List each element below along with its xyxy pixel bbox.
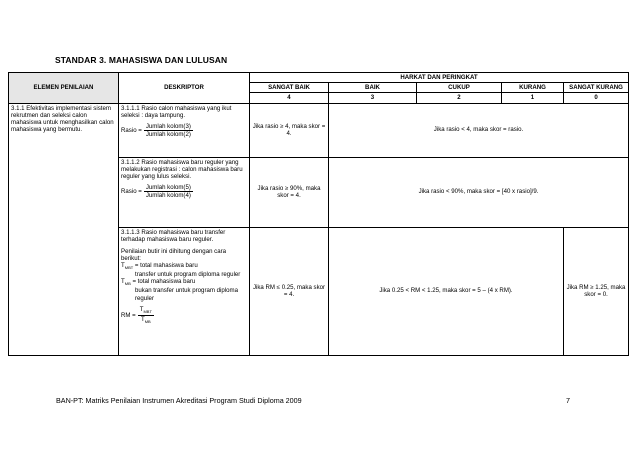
formula-label: Rasio =	[121, 188, 142, 196]
fraction-numerator: Jumlah kolom(3)	[145, 122, 191, 130]
score-2: 2	[417, 93, 502, 103]
rm-formula	[121, 306, 247, 325]
header-elemen: ELEMEN PENILAIAN	[9, 73, 119, 104]
header-level-baik: BAIK	[329, 83, 417, 93]
header-level-sangat-kurang: SANGAT KURANG	[564, 83, 629, 93]
fraction-denominator: Jumlah kolom(4)	[145, 192, 191, 200]
fraction	[144, 123, 193, 138]
header-deskriptor: DESKRIPTOR	[119, 73, 250, 104]
score-0: 0	[564, 93, 629, 103]
tmbt-definition: $T_{MBT}$ = total mahasiswa baru	[121, 262, 198, 271]
note-intro: Penilaian butir ini dihitung dengan cara berikut:	[121, 247, 227, 263]
assessment-table	[8, 72, 629, 356]
fraction	[138, 306, 154, 325]
tmbt-continuation: transfer untuk program diploma reguler	[135, 271, 241, 279]
fraction-numerator: Jumlah kolom(5)	[145, 184, 191, 192]
header-row-1	[9, 73, 629, 83]
footer-text: BAN-PT: Matriks Penilaian Instrumen Akreditasi Program Studi Diploma 2009	[56, 396, 302, 405]
header-level-kurang: KURANG	[502, 83, 564, 93]
score-4: 4	[250, 93, 329, 103]
descriptor-text: 3.1.1.2 Rasio mahasiswa baru reguler yang melakukan registrasi : calon mahasiswa baru reguler yang lulus seleksi.	[121, 158, 243, 180]
descriptor-cell	[119, 103, 250, 157]
formula	[121, 123, 247, 138]
section-title: STANDAR 3. MAHASISWA DAN LULUSAN	[55, 55, 228, 65]
table-row	[9, 103, 629, 157]
sangat-baik-cell: Jika rasio ≥ 90%, maka skor = 4.	[250, 157, 329, 227]
page-number: 7	[566, 396, 570, 405]
element-cell: 3.1.1 Efektivitas implementasi sistem rekrutmen dan seleksi calon mahasiswa untuk menghasilkan calon mahasiswa yang bermutu.	[9, 103, 119, 355]
formula-label: RM =	[121, 311, 136, 319]
sangat-baik-cell: Jika rasio ≥ 4, maka skor = 4.	[250, 103, 329, 157]
sangat-kurang-cell: Jika RM ≥ 1.25, maka skor = 0.	[564, 227, 629, 355]
header-level-sangat-baik: SANGAT BAIK	[250, 83, 329, 93]
descriptor-cell	[119, 227, 250, 355]
fraction-numerator: $T_{MBT}$	[139, 305, 152, 314]
formula	[121, 184, 247, 199]
score-3: 3	[329, 93, 417, 103]
header-harkat: HARKAT DAN PERINGKAT	[250, 73, 629, 83]
fraction	[144, 184, 193, 199]
fraction-denominator: Jumlah kolom(2)	[145, 131, 191, 139]
descriptor-cell	[119, 157, 250, 227]
tmb-continuation: bukan transfer untuk program diploma reguler	[135, 287, 238, 302]
baik-to-kurang-cell: Jika 0.25 < RM < 1.25, maka skor = 5 – (4 x RM).	[329, 227, 564, 355]
sangat-baik-cell: Jika RM ≤ 0.25, maka skor = 4.	[250, 227, 329, 355]
fraction-denominator: $T_{MB}$	[140, 315, 151, 324]
score-1: 1	[502, 93, 564, 103]
tmb-definition: $T_{MB}$ = total mahasiswa baru	[121, 278, 196, 287]
header-level-cukup: CUKUP	[417, 83, 502, 93]
baik-to-sangat-kurang-cell: Jika rasio < 4, maka skor = rasio.	[329, 103, 629, 157]
baik-to-sangat-kurang-cell: Jika rasio < 90%, maka skor = [40 x rasio]/9.	[329, 157, 629, 227]
descriptor-text: 3.1.1.3 Rasio mahasiswa baru transfer terhadap mahasiswa baru reguler.	[121, 228, 226, 243]
descriptor-text: 3.1.1.1 Rasio calon mahasiswa yang ikut seleksi : daya tampung.	[121, 104, 232, 119]
formula-label: Rasio =	[121, 127, 142, 135]
